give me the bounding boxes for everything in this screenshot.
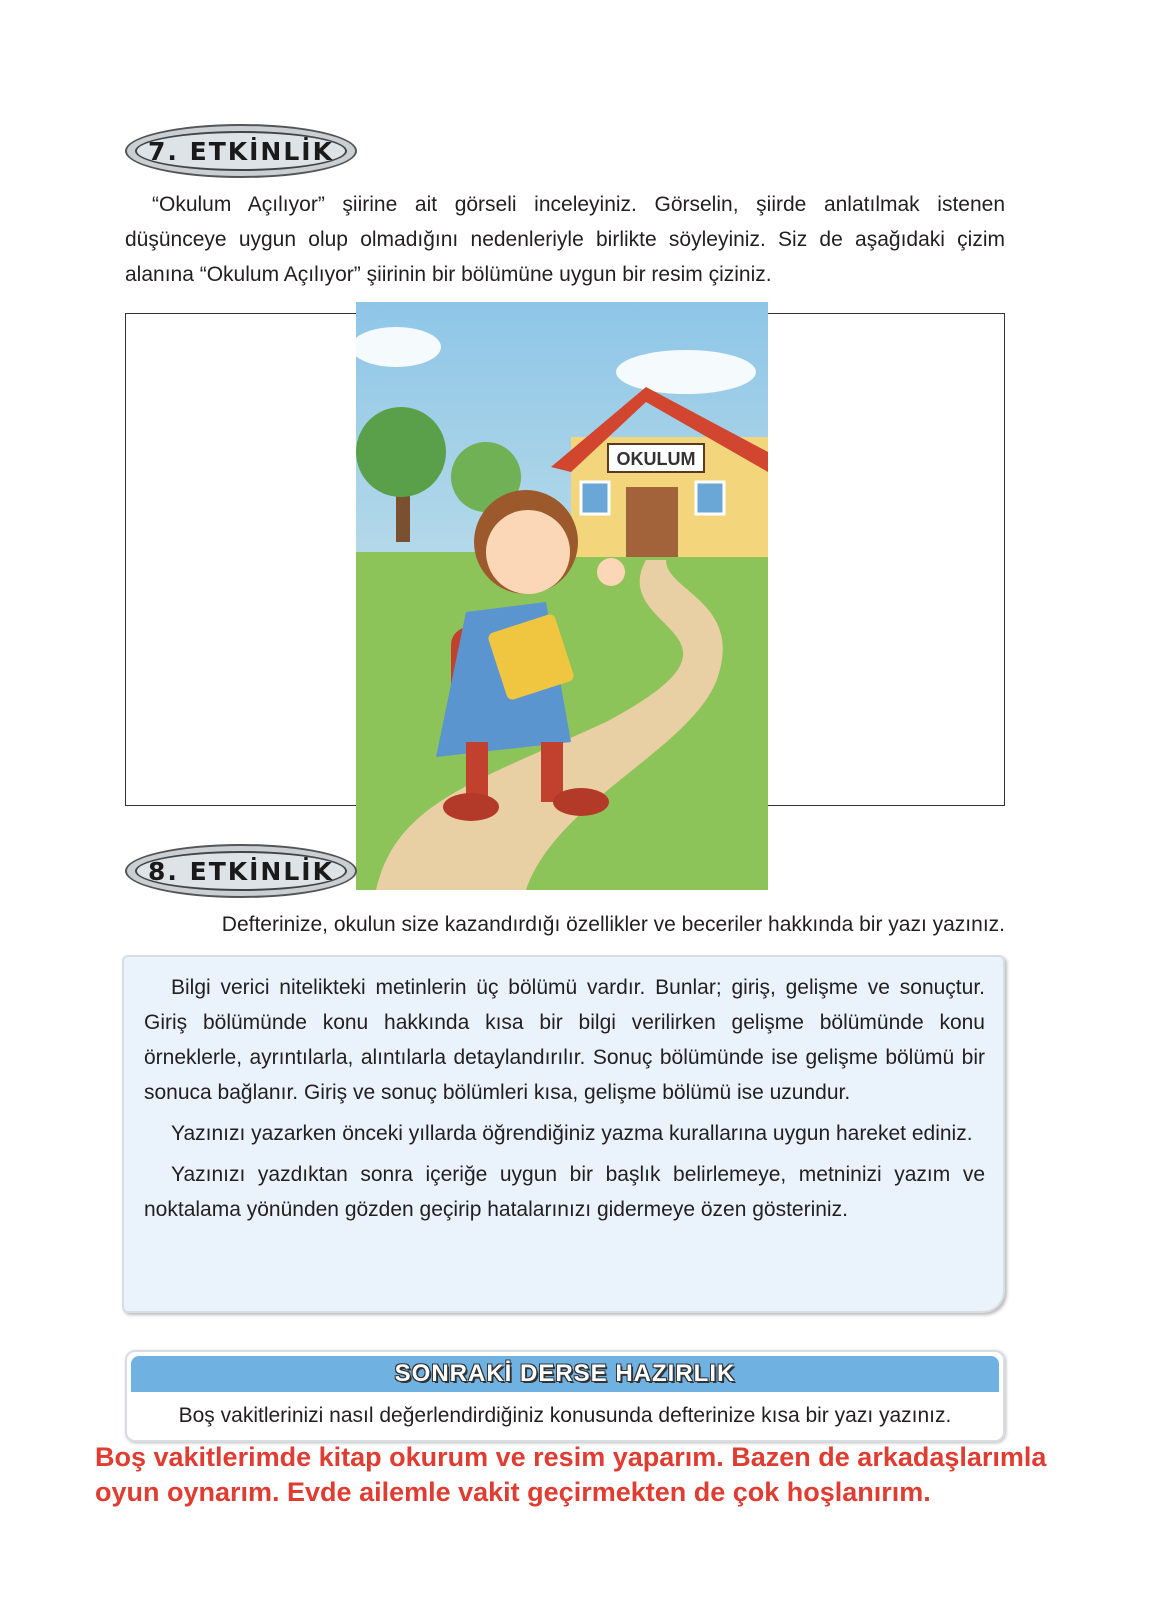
activity-7-title: 7. ETKİNLİK	[135, 131, 347, 171]
activity-7-instructions	[125, 187, 1005, 292]
school-sign: OKULUM	[616, 449, 696, 469]
info-paragraph: Yazınızı yazarken önceki yıllarda öğrendiğiniz yazma kurallarına uygun hareket ediniz.	[171, 1122, 973, 1145]
info-box	[122, 955, 1005, 1313]
next-lesson-text: Boş vakitlerinizi nasıl değerlendirdiğiniz konusunda defterinize kısa bir yazı yazınız.	[178, 1404, 952, 1427]
next-lesson-title: SONRAKİ DERSE HAZIRLIK	[131, 1356, 999, 1392]
activity-7-text: “Okulum Açılıyor” şiirine ait görseli inceleyiniz. Görselin, şiirde anlatılmak istenen düşünceye uygun olup olmadığını nedenleriyle birlikte söyleyiniz. Siz de aşağıdaki çizim alanına “Okulum Açılıyor” şiirinin bir bölümüne uygun bir resim çiziniz.	[125, 193, 1005, 286]
activity-8-title: 8. ETKİNLİK	[135, 851, 347, 891]
handwritten-answer	[95, 1440, 1095, 1510]
activity-8-instructions: Defterinize, okulun size kazandırdığı özellikler ve beceriler hakkında bir yazı yazınız.	[221, 913, 1005, 936]
answer-line-2: oyun oynarım. Evde ailemle vakit geçirmekten de çok hoşlanırım.	[95, 1477, 931, 1507]
info-paragraph: Yazınızı yazdıktan sonra içeriğe uygun bir başlık belirlemeye, metninizi yazım ve noktalama yönünden gözden geçirip hatalarınızı gidermeye özen gösteriniz.	[144, 1163, 985, 1221]
info-paragraph: Bilgi verici nitelikteki metinlerin üç bölümü vardır. Bunlar; giriş, gelişme ve sonuçtur. Giriş bölümünde konu hakkında kısa bir bilgi verilirken gelişme bölümünde konu örneklerle, ayrıntılarla, alıntılarla detaylandırılır. Sonuç bölümünde ise gelişme bölümü bir sonuca bağlanır. Giriş ve sonuç bölümleri kısa, gelişme bölümü ise uzundur.	[144, 976, 985, 1104]
school-girl-illustration	[356, 302, 768, 890]
activity-7-badge	[125, 124, 357, 178]
answer-line-1: Boş vakitlerimde kitap okurum ve resim yaparım. Bazen de arkadaşlarımla	[95, 1442, 1047, 1472]
activity-8-badge	[125, 844, 357, 898]
next-lesson-box	[125, 1350, 1005, 1442]
